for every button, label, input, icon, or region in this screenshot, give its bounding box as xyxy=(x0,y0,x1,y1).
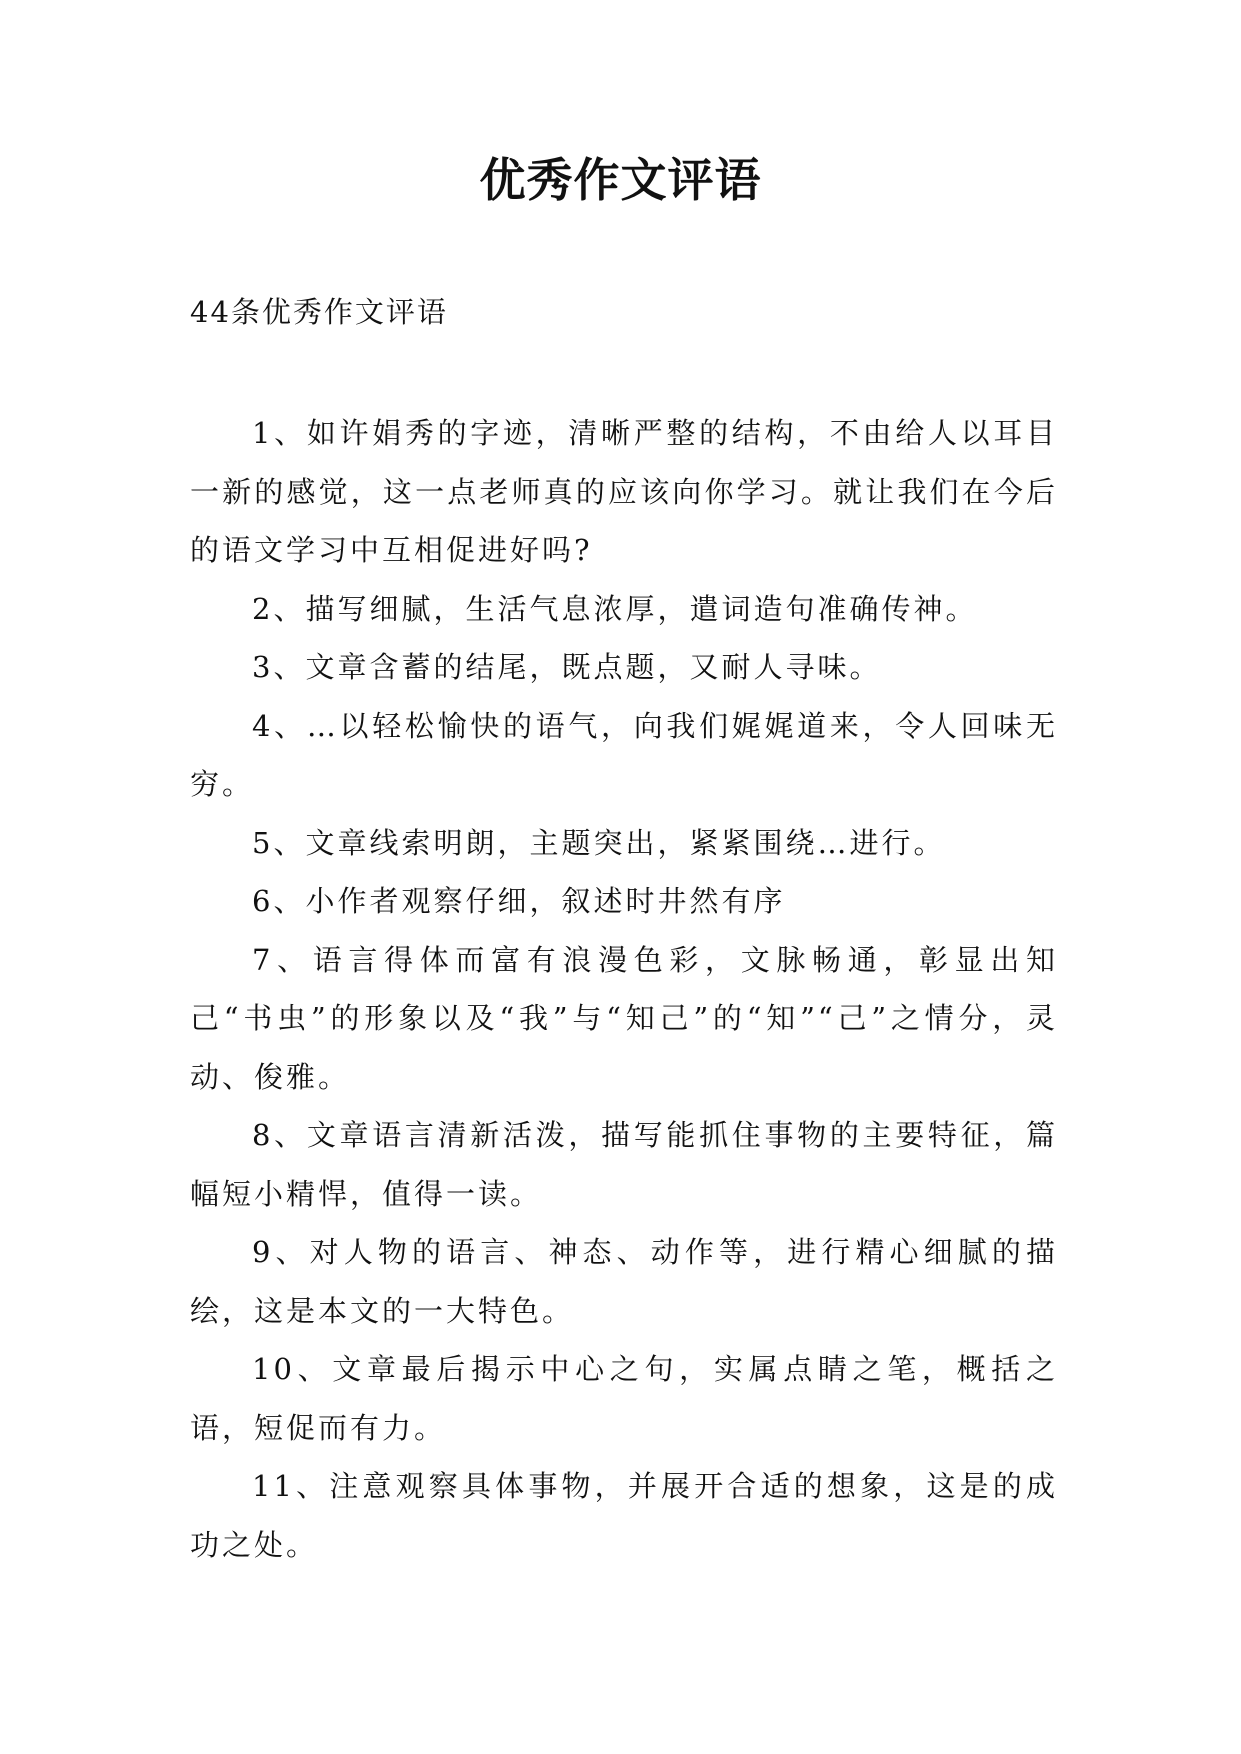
comment-paragraph: 4、…以轻松愉快的语气，向我们娓娓道来，令人回味无穷。 xyxy=(190,708,1058,801)
comment-paragraph: 7、语言得体而富有浪漫色彩，文脉畅通，彰显出知己“书虫”的形象以及“我”与“知己”的“知”“己”之情分，灵动、俊雅。 xyxy=(190,942,1058,1094)
comment-paragraph: 8、文章语言清新活泼，描写能抓住事物的主要特征，篇幅短小精悍，值得一读。 xyxy=(190,1118,1058,1211)
comment-paragraph: 1、如许娟秀的字迹，清晰严整的结构，不由给人以耳目一新的感觉，这一点老师真的应该向你学习。就让我们在今后的语文学习中互相促进好吗? xyxy=(190,416,1058,567)
comment-paragraph: 3、文章含蓄的结尾，既点题，又耐人寻味。 xyxy=(252,650,882,684)
comment-paragraph: 5、文章线索明朗，主题突出，紧紧围绕…进行。 xyxy=(252,825,946,860)
comment-paragraph: 6、小作者观察仔细，叙述时井然有序 xyxy=(252,884,786,918)
comment-paragraph: 2、描写细腻，生活气息浓厚，遣词造句准确传神。 xyxy=(252,591,978,626)
document-subtitle: 44条优秀作文评语 xyxy=(190,295,448,329)
document-title: 优秀作文评语 xyxy=(479,153,762,207)
comment-paragraph: 9、对人物的语言、神态、动作等，进行精心细腻的描绘，这是本文的一大特色。 xyxy=(190,1235,1058,1328)
comments-list xyxy=(190,404,1058,1574)
comment-paragraph: 11、注意观察具体事物，并展开合适的想象，这是的成功之处。 xyxy=(190,1469,1058,1562)
comment-paragraph: 10、文章最后揭示中心之句，实属点睛之笔，概括之语，短促而有力。 xyxy=(190,1352,1058,1445)
